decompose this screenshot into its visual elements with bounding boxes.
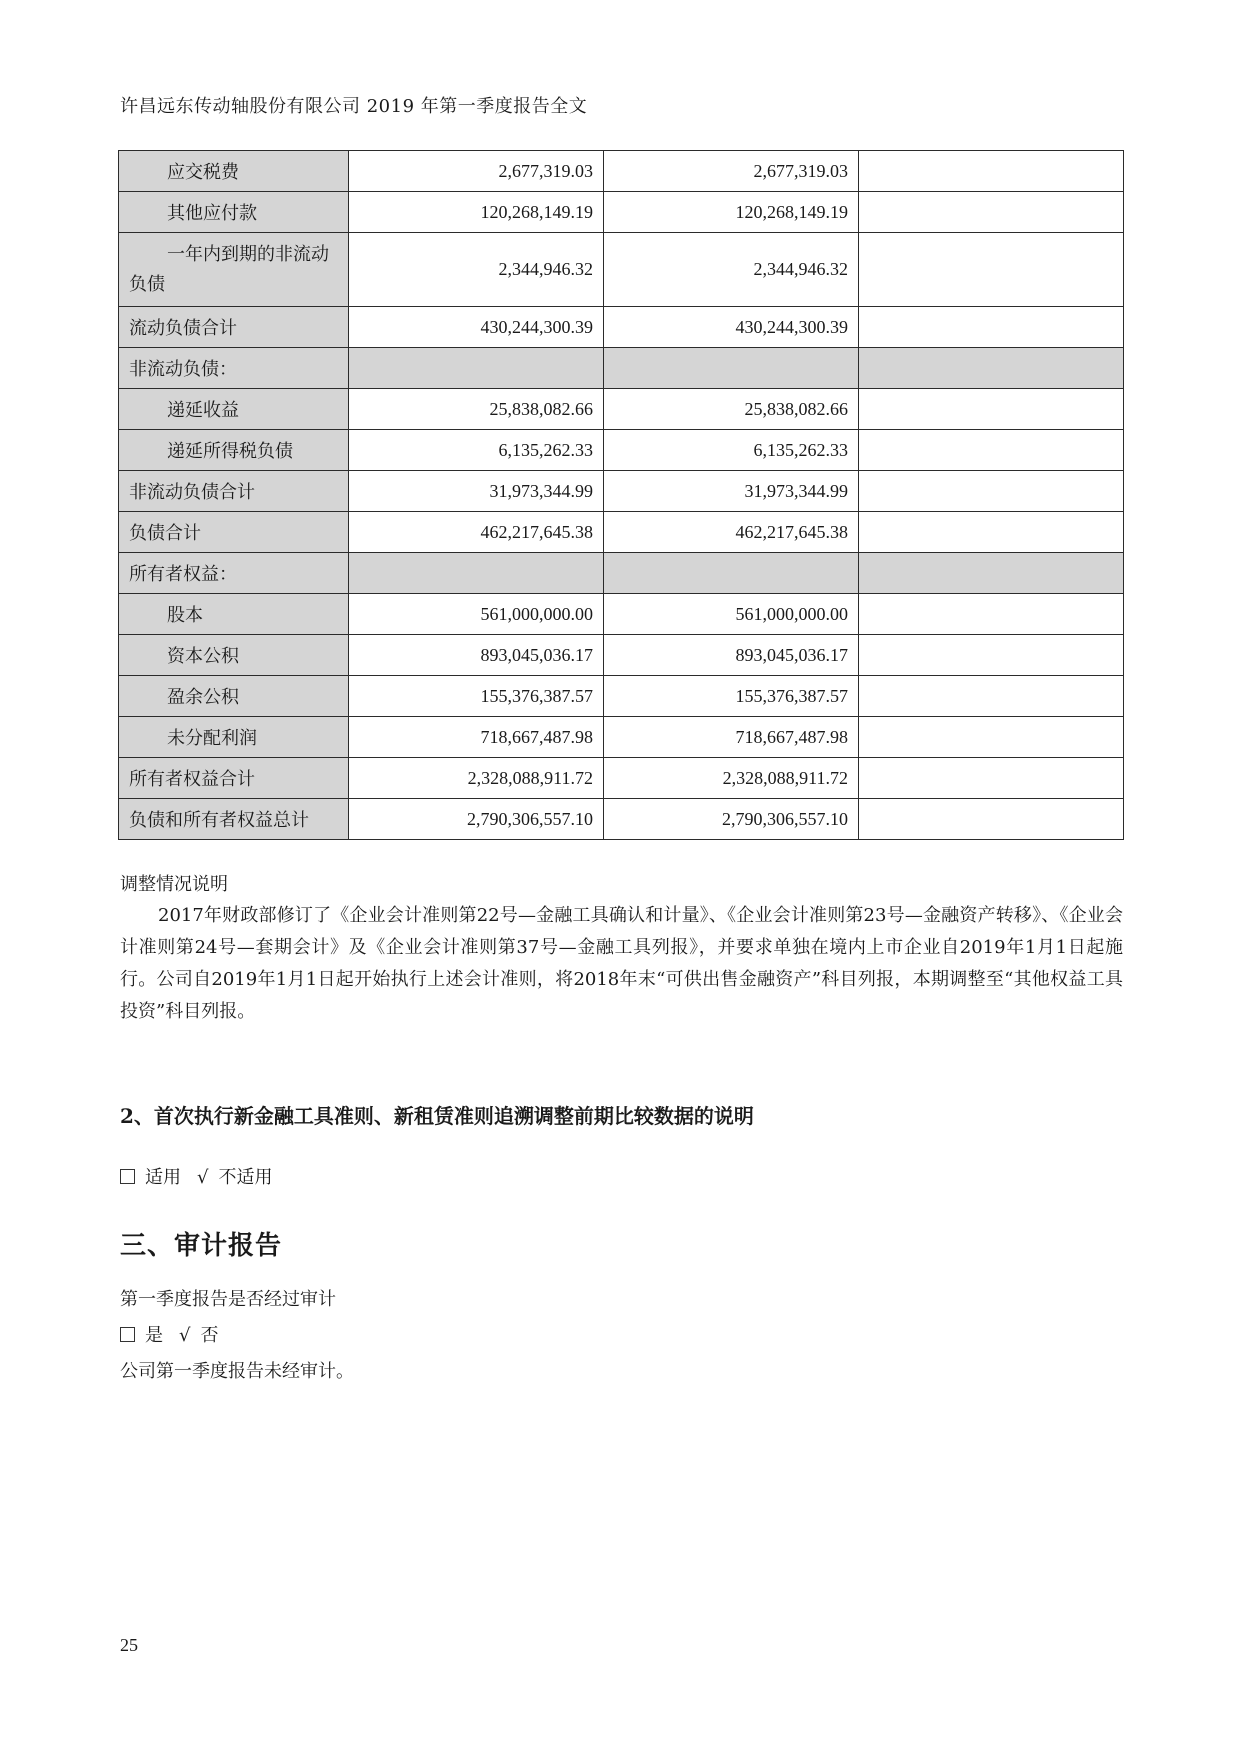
cell-value: 2,790,306,557.10 [349, 799, 604, 840]
cell-value: 6,135,262.33 [349, 430, 604, 471]
cell-value [859, 758, 1124, 799]
table-row [119, 758, 1124, 799]
row-label: 应交税费 [119, 151, 349, 192]
cell-value: 2,328,088,911.72 [604, 758, 859, 799]
cell-value [859, 594, 1124, 635]
checkbox-empty-icon [120, 1169, 135, 1184]
option-not-applicable: 不适用 [218, 1167, 273, 1188]
option-yes: 是 [145, 1325, 163, 1346]
row-label: 盈余公积 [119, 676, 349, 717]
cell-value [859, 348, 1124, 389]
table-row [119, 799, 1124, 840]
table-row [119, 512, 1124, 553]
cell-value [859, 430, 1124, 471]
cell-value [859, 471, 1124, 512]
table-row [119, 348, 1124, 389]
cell-value: 430,244,300.39 [349, 307, 604, 348]
check-mark-icon: √ [197, 1167, 209, 1188]
table-row [119, 717, 1124, 758]
row-label: 递延收益 [119, 389, 349, 430]
cell-value: 31,973,344.99 [604, 471, 859, 512]
table-row [119, 307, 1124, 348]
adjustment-note-body: 2017年财政部修订了《企业会计准则第22号—金融工具确认和计量》、《企业会计准则第23号—金融资产转移》、《企业会计准则第24号—套期会计》及《企业会计准则第37号—金融工具列报》，并要求单独在境内上市企业自2019年1月1日起施行。公司自2019年1月1日起开始执行上述会计准则，将2018年末“可供出售金融资产”科目列报，本期调整至“其他权益工具投资”科目列报。 [120, 905, 1123, 1022]
row-label: 流动负债合计 [119, 307, 349, 348]
cell-value [859, 799, 1124, 840]
row-label: 未分配利润 [119, 717, 349, 758]
page-number: 25 [120, 1635, 138, 1655]
cell-value: 25,838,082.66 [349, 389, 604, 430]
option-applicable: 适用 [145, 1167, 181, 1188]
cell-value [859, 553, 1124, 594]
cell-value: 2,677,319.03 [604, 151, 859, 192]
cell-value: 462,217,645.38 [349, 512, 604, 553]
cell-value: 2,677,319.03 [349, 151, 604, 192]
cell-value: 718,667,487.98 [349, 717, 604, 758]
cell-value: 893,045,036.17 [349, 635, 604, 676]
cell-value [859, 151, 1124, 192]
table-row [119, 471, 1124, 512]
cell-value: 2,328,088,911.72 [349, 758, 604, 799]
row-label: 资本公积 [119, 635, 349, 676]
audit-heading: 三、审计报告 [120, 1231, 283, 1261]
cell-value [859, 512, 1124, 553]
cell-value: 6,135,262.33 [604, 430, 859, 471]
report-header: 许昌远东传动轴股份有限公司 2019 年第一季度报告全文 [120, 96, 588, 117]
section-2-title: 2、首次执行新金融工具准则、新租赁准则追溯调整前期比较数据的说明 [120, 1104, 754, 1128]
row-label: 负债合计 [119, 512, 349, 553]
cell-value: 155,376,387.57 [349, 676, 604, 717]
table-row [119, 676, 1124, 717]
cell-value: 25,838,082.66 [604, 389, 859, 430]
check-mark-icon: √ [179, 1325, 191, 1346]
cell-value: 2,790,306,557.10 [604, 799, 859, 840]
cell-value: 120,268,149.19 [604, 192, 859, 233]
table-row [119, 635, 1124, 676]
row-label: 股本 [119, 594, 349, 635]
table-row [119, 151, 1124, 192]
adjustment-note-title: 调整情况说明 [120, 874, 228, 895]
table-row [119, 430, 1124, 471]
cell-value: 893,045,036.17 [604, 635, 859, 676]
table-row [119, 233, 1124, 307]
row-label: 非流动负债合计 [119, 471, 349, 512]
table-row [119, 594, 1124, 635]
row-label: 所有者权益： [119, 553, 349, 594]
cell-value [859, 233, 1124, 307]
cell-value: 155,376,387.57 [604, 676, 859, 717]
row-label: 非流动负债： [119, 348, 349, 389]
table-row [119, 389, 1124, 430]
cell-value [859, 307, 1124, 348]
cell-value: 561,000,000.00 [604, 594, 859, 635]
cell-value [859, 389, 1124, 430]
audit-question: 第一季度报告是否经过审计 [120, 1289, 336, 1310]
cell-value [349, 553, 604, 594]
cell-value: 2,344,946.32 [349, 233, 604, 307]
cell-value: 120,268,149.19 [349, 192, 604, 233]
cell-value: 31,973,344.99 [349, 471, 604, 512]
row-label: 递延所得税负债 [119, 430, 349, 471]
cell-value: 462,217,645.38 [604, 512, 859, 553]
table-row [119, 553, 1124, 594]
cell-value [859, 676, 1124, 717]
cell-value [604, 348, 859, 389]
audit-options [120, 1321, 218, 1347]
audit-statement: 公司第一季度报告未经审计。 [120, 1361, 354, 1382]
cell-value: 2,344,946.32 [604, 233, 859, 307]
applicability-options [120, 1163, 272, 1189]
cell-value [859, 717, 1124, 758]
cell-value [349, 348, 604, 389]
checkbox-empty-icon [120, 1327, 135, 1342]
balance-sheet-table [118, 150, 1124, 840]
option-no: 否 [200, 1325, 219, 1346]
cell-value: 718,667,487.98 [604, 717, 859, 758]
table-row [119, 192, 1124, 233]
cell-value [859, 635, 1124, 676]
cell-value: 561,000,000.00 [349, 594, 604, 635]
cell-value: 430,244,300.39 [604, 307, 859, 348]
row-label: 所有者权益合计 [119, 758, 349, 799]
row-label: 其他应付款 [119, 192, 349, 233]
cell-value [604, 553, 859, 594]
row-label: 负债和所有者权益总计 [119, 799, 349, 840]
cell-value [859, 192, 1124, 233]
row-label: 一年内到期的非流动负债 [119, 233, 349, 307]
